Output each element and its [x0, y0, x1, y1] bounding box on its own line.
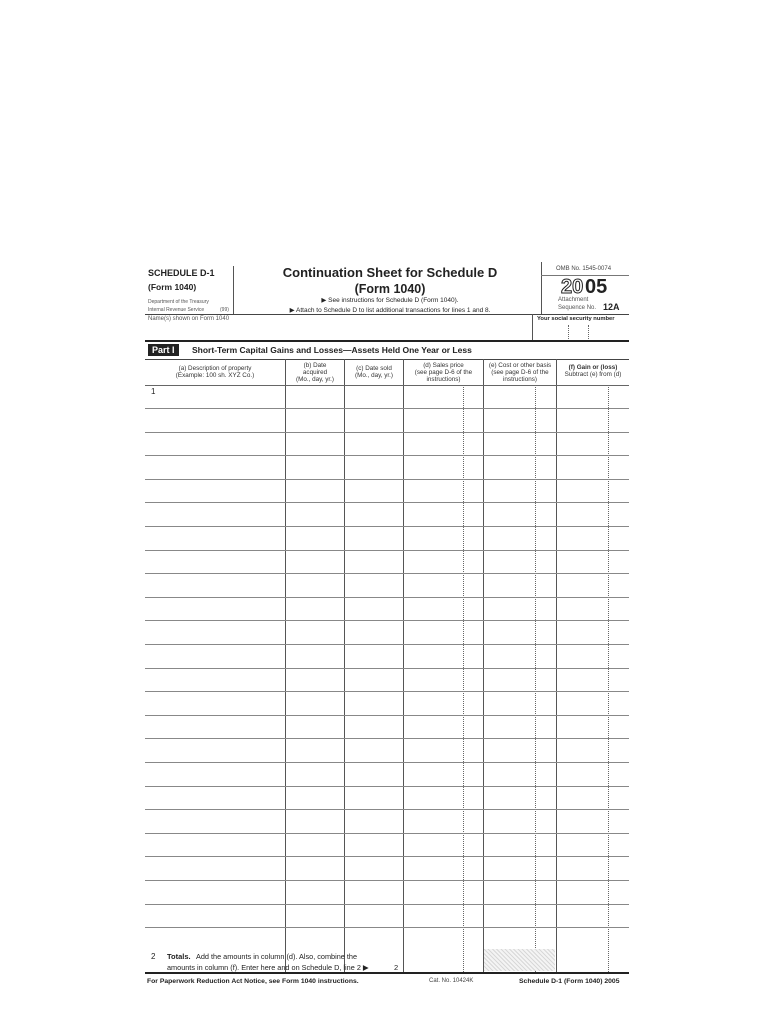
cost-basis-cell[interactable]: [484, 598, 555, 620]
description-cell[interactable]: [146, 527, 284, 550]
cost-basis-cell[interactable]: [484, 834, 555, 856]
omb-number: OMB No. 1545-0074: [556, 266, 612, 272]
description-cell[interactable]: [146, 574, 284, 597]
cost-basis-cell[interactable]: [484, 905, 555, 927]
cost-basis-cell[interactable]: [484, 857, 555, 880]
sales-price-cell[interactable]: [404, 433, 482, 455]
sales-price-cell[interactable]: [404, 857, 482, 880]
description-cell[interactable]: [146, 386, 284, 408]
cost-basis-cell[interactable]: [484, 669, 555, 691]
irs-code: (99): [220, 307, 229, 313]
irs-label: Internal Revenue Service: [148, 307, 205, 313]
sales-price-cell[interactable]: [404, 787, 482, 809]
date-acquired-cell[interactable]: [286, 621, 343, 644]
date-acquired-cell[interactable]: [286, 433, 343, 455]
totals-label: Totals.: [167, 952, 191, 961]
date-sold-cell[interactable]: [345, 669, 402, 691]
gain-loss-cell[interactable]: [557, 810, 628, 833]
gain-loss-cell[interactable]: [557, 669, 628, 691]
col-a-header: (a) Description of property (Example: 100 sh. XYZ Co.): [175, 365, 255, 379]
part-title: Short-Term Capital Gains and Losses—Assets Held One Year or Less: [192, 345, 472, 355]
cost-basis-cell[interactable]: [484, 409, 555, 432]
description-cell[interactable]: [146, 621, 284, 644]
cost-basis-cell[interactable]: [484, 739, 555, 762]
date-acquired-cell[interactable]: [286, 409, 343, 432]
cost-basis-cell[interactable]: [484, 456, 555, 479]
date-acquired-cell[interactable]: [286, 480, 343, 502]
date-sold-cell[interactable]: [345, 409, 402, 432]
gain-loss-cell[interactable]: [557, 881, 628, 904]
sales-price-cell[interactable]: [404, 763, 482, 786]
description-cell[interactable]: [146, 409, 284, 432]
row-divider: [145, 927, 629, 928]
date-sold-cell[interactable]: [345, 574, 402, 597]
gain-loss-cell[interactable]: [557, 480, 628, 502]
description-cell[interactable]: [146, 763, 284, 786]
gain-loss-cell[interactable]: [557, 692, 628, 715]
gain-loss-cell[interactable]: [557, 787, 628, 809]
total-sales-price-field[interactable]: [405, 949, 482, 971]
sales-price-cell[interactable]: [404, 621, 482, 644]
cost-basis-cell[interactable]: [484, 551, 555, 573]
sequence-number: 12A: [603, 302, 620, 312]
date-sold-cell[interactable]: [345, 692, 402, 715]
description-cell[interactable]: [146, 834, 284, 856]
sales-price-cell[interactable]: [404, 480, 482, 502]
date-sold-cell[interactable]: [345, 621, 402, 644]
col-e-header: (e) Cost or other basis (see page D-6 of the instructions): [488, 362, 552, 383]
sales-price-cell[interactable]: [404, 692, 482, 715]
line-2-number: 2: [151, 952, 156, 961]
totals-text-a: Add the amounts in column (d). Also, combine the: [196, 952, 358, 961]
cost-basis-cell[interactable]: [484, 692, 555, 715]
date-sold-cell[interactable]: [345, 905, 402, 927]
col-f-header: (f) Gain or (loss) Subtract (e) from (d): [564, 364, 622, 378]
sales-price-cell[interactable]: [404, 456, 482, 479]
cost-basis-cell[interactable]: [484, 621, 555, 644]
date-sold-cell[interactable]: [345, 456, 402, 479]
sales-price-cell[interactable]: [404, 905, 482, 927]
description-cell[interactable]: [146, 905, 284, 927]
description-cell[interactable]: [146, 598, 284, 620]
part-badge: Part I: [148, 344, 179, 356]
description-cell[interactable]: [146, 503, 284, 526]
date-sold-cell[interactable]: [345, 763, 402, 786]
year-prefix: 20: [561, 276, 584, 298]
description-cell[interactable]: [146, 645, 284, 668]
date-acquired-cell[interactable]: [286, 456, 343, 479]
sales-price-cell[interactable]: [404, 669, 482, 691]
year-suffix: 05: [585, 276, 608, 298]
sales-price-cell[interactable]: [404, 881, 482, 904]
date-sold-cell[interactable]: [345, 787, 402, 809]
description-cell[interactable]: [146, 456, 284, 479]
description-cell[interactable]: [146, 739, 284, 762]
date-sold-cell[interactable]: [345, 480, 402, 502]
date-acquired-cell[interactable]: [286, 787, 343, 809]
form-footer-id: Schedule D-1 (Form 1040) 2005: [519, 978, 620, 985]
name-field[interactable]: [146, 324, 530, 339]
gain-loss-cell[interactable]: [557, 645, 628, 668]
sales-price-cell[interactable]: [404, 551, 482, 573]
date-sold-cell[interactable]: [345, 503, 402, 526]
date-acquired-cell[interactable]: [286, 739, 343, 762]
gain-loss-cell[interactable]: [557, 433, 628, 455]
cost-basis-cell[interactable]: [484, 763, 555, 786]
description-cell[interactable]: [146, 480, 284, 502]
description-cell[interactable]: [146, 716, 284, 738]
date-sold-cell[interactable]: [345, 881, 402, 904]
date-acquired-cell[interactable]: [286, 551, 343, 573]
gain-loss-cell[interactable]: [557, 621, 628, 644]
date-acquired-cell[interactable]: [286, 810, 343, 833]
sales-price-cell[interactable]: [404, 574, 482, 597]
totals-line-ref: 2: [394, 963, 399, 972]
col-d-header: (d) Sales price (see page D-6 of the instructions): [414, 362, 473, 383]
date-sold-cell[interactable]: [345, 598, 402, 620]
date-sold-cell[interactable]: [345, 834, 402, 856]
cost-basis-cell[interactable]: [484, 527, 555, 550]
gain-loss-cell[interactable]: [557, 409, 628, 432]
gain-loss-cell[interactable]: [557, 503, 628, 526]
date-acquired-cell[interactable]: [286, 692, 343, 715]
date-sold-cell[interactable]: [345, 645, 402, 668]
ssn-label: Your social security number: [537, 316, 615, 322]
date-sold-cell[interactable]: [345, 551, 402, 573]
gain-loss-cell[interactable]: [557, 763, 628, 786]
date-acquired-cell[interactable]: [286, 574, 343, 597]
date-acquired-cell[interactable]: [286, 645, 343, 668]
date-acquired-cell[interactable]: [286, 669, 343, 691]
gain-loss-cell[interactable]: [557, 456, 628, 479]
sales-price-cell[interactable]: [404, 527, 482, 550]
instruction-line-1: ▶ See instructions for Schedule D (Form 1040).: [321, 297, 459, 304]
sales-price-cell[interactable]: [404, 503, 482, 526]
cost-basis-cell[interactable]: [484, 645, 555, 668]
cost-basis-cell[interactable]: [484, 881, 555, 904]
paperwork-notice: For Paperwork Reduction Act Notice, see Form 1040 instructions.: [147, 978, 359, 985]
sales-price-cell[interactable]: [404, 386, 482, 408]
cat-number: Cat. No. 10424K: [429, 978, 474, 984]
date-sold-cell[interactable]: [345, 810, 402, 833]
line-1-number: 1: [151, 387, 156, 396]
date-acquired-cell[interactable]: [286, 905, 343, 927]
gain-loss-cell[interactable]: [557, 598, 628, 620]
description-cell[interactable]: [146, 810, 284, 833]
totals-text-b: amounts in column (f). Enter here and on Schedule D, line 2 ▶: [167, 963, 369, 972]
attachment-label: Attachment: [558, 297, 589, 303]
sales-price-cell[interactable]: [404, 739, 482, 762]
sales-price-cell[interactable]: [404, 645, 482, 668]
sales-price-cell[interactable]: [404, 409, 482, 432]
sales-price-cell[interactable]: [404, 810, 482, 833]
cost-basis-cell[interactable]: [484, 503, 555, 526]
gain-loss-cell[interactable]: [557, 905, 628, 927]
date-acquired-cell[interactable]: [286, 386, 343, 408]
gain-loss-cell[interactable]: [557, 739, 628, 762]
date-acquired-cell[interactable]: [286, 716, 343, 738]
sales-price-cell[interactable]: [404, 834, 482, 856]
date-acquired-cell[interactable]: [286, 503, 343, 526]
date-acquired-cell[interactable]: [286, 857, 343, 880]
gain-loss-cell[interactable]: [557, 386, 628, 408]
shaded-cell: [484, 949, 555, 971]
cost-basis-cell[interactable]: [484, 787, 555, 809]
cost-basis-cell[interactable]: [484, 716, 555, 738]
col-c-header: (c) Date sold (Mo., day, yr.): [354, 365, 394, 379]
gain-loss-cell[interactable]: [557, 834, 628, 856]
cost-basis-cell[interactable]: [484, 433, 555, 455]
instruction-line-2: ▶ Attach to Schedule D to list additional transactions for lines 1 and 8.: [289, 307, 491, 314]
date-sold-cell[interactable]: [345, 716, 402, 738]
date-sold-cell[interactable]: [345, 527, 402, 550]
description-cell[interactable]: [146, 551, 284, 573]
description-cell[interactable]: [146, 857, 284, 880]
gain-loss-cell[interactable]: [557, 551, 628, 573]
description-cell[interactable]: [146, 881, 284, 904]
date-acquired-cell[interactable]: [286, 834, 343, 856]
form-title: Continuation Sheet for Schedule D: [282, 265, 498, 280]
gain-loss-cell[interactable]: [557, 857, 628, 880]
department-label: Department of the Treasury: [148, 299, 209, 305]
date-acquired-cell[interactable]: [286, 881, 343, 904]
sales-price-cell[interactable]: [404, 716, 482, 738]
cost-basis-cell[interactable]: [484, 386, 555, 408]
description-cell[interactable]: [146, 433, 284, 455]
ssn-field[interactable]: [534, 324, 628, 339]
gain-loss-cell[interactable]: [557, 716, 628, 738]
form-label: (Form 1040): [148, 282, 197, 292]
names-label: Name(s) shown on Form 1040: [148, 316, 230, 322]
col-b-header: (b) Date acquired (Mo., day, yr.): [295, 362, 335, 383]
gain-loss-cell[interactable]: [557, 527, 628, 550]
date-acquired-cell[interactable]: [286, 598, 343, 620]
date-sold-cell[interactable]: [345, 433, 402, 455]
date-acquired-cell[interactable]: [286, 763, 343, 786]
gain-loss-cell[interactable]: [557, 574, 628, 597]
description-cell[interactable]: [146, 787, 284, 809]
date-sold-cell[interactable]: [345, 386, 402, 408]
sequence-label: Sequence No.: [558, 305, 597, 311]
schedule-label: SCHEDULE D-1: [148, 268, 215, 278]
description-cell[interactable]: [146, 669, 284, 691]
description-cell[interactable]: [146, 692, 284, 715]
date-sold-cell[interactable]: [345, 857, 402, 880]
sales-price-cell[interactable]: [404, 598, 482, 620]
cost-basis-cell[interactable]: [484, 574, 555, 597]
cost-basis-cell[interactable]: [484, 810, 555, 833]
cost-basis-cell[interactable]: [484, 480, 555, 502]
date-sold-cell[interactable]: [345, 739, 402, 762]
date-acquired-cell[interactable]: [286, 527, 343, 550]
form-subtitle: (Form 1040): [354, 282, 426, 296]
total-gain-loss-field[interactable]: [558, 949, 628, 971]
